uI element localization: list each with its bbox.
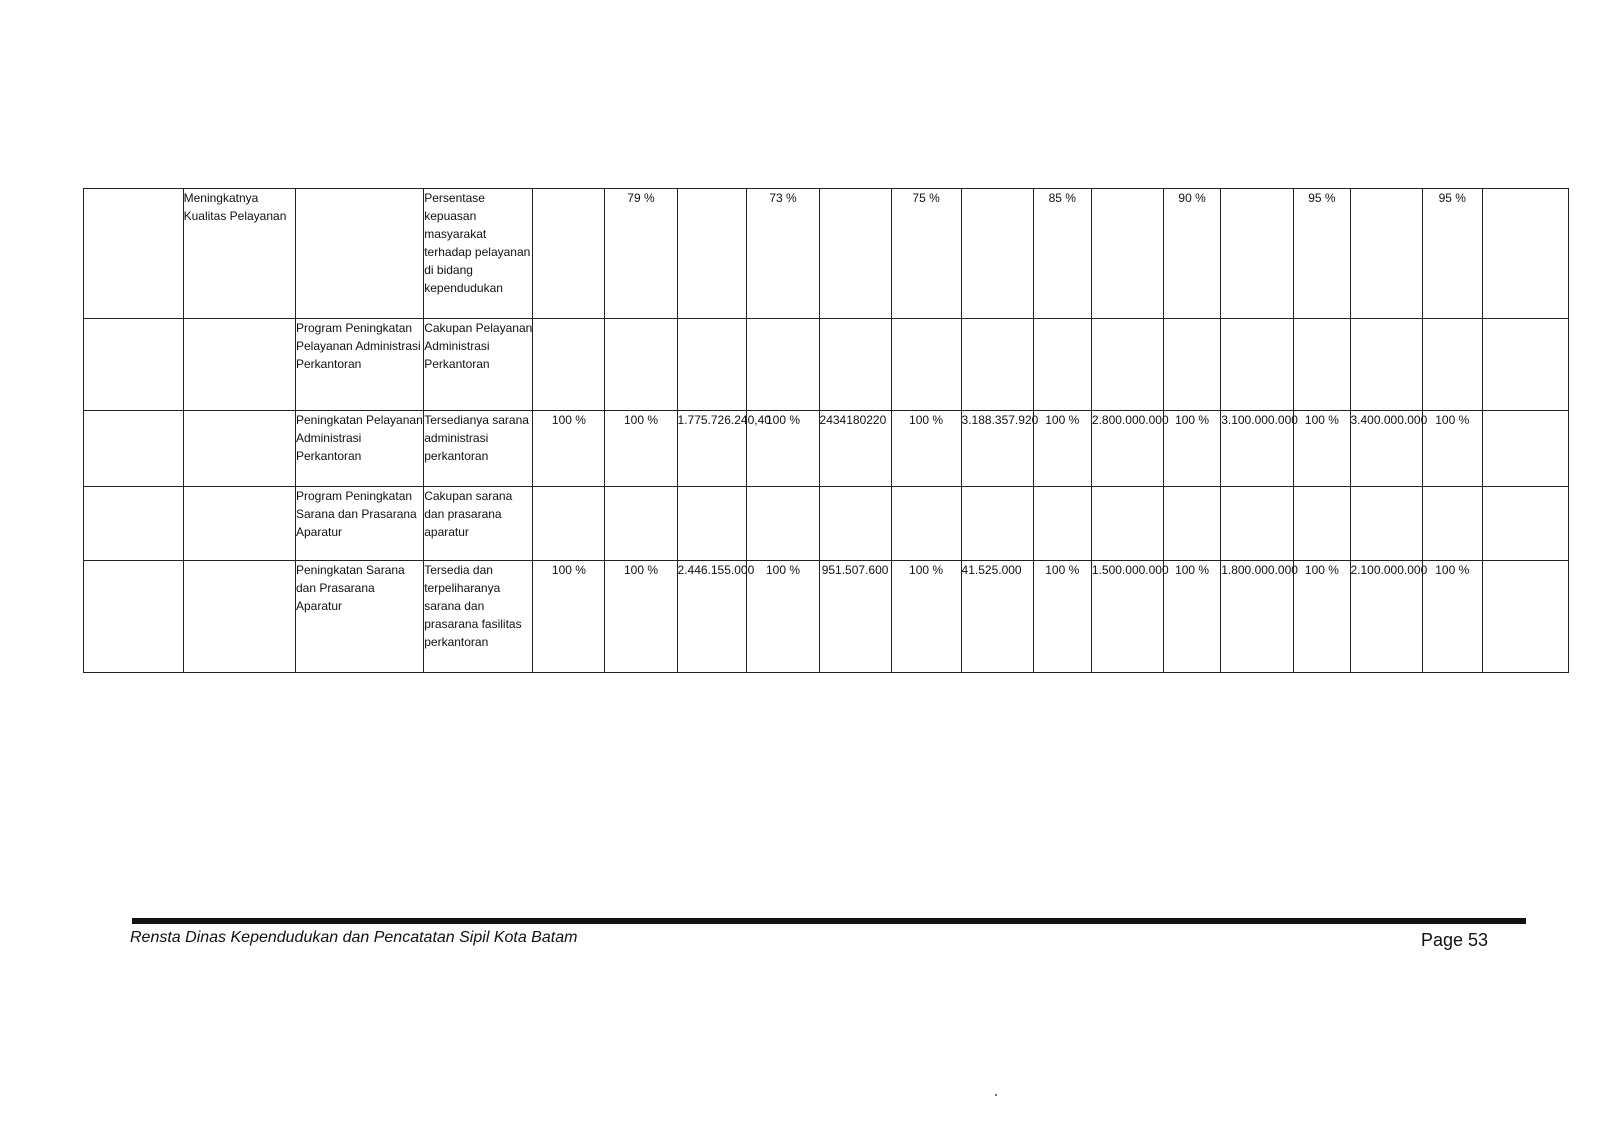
dana-cell (1091, 487, 1163, 561)
sasaran-cell (183, 487, 295, 561)
target-cell (1294, 319, 1350, 411)
target-cell (1422, 487, 1482, 561)
table-row (84, 411, 1569, 487)
indikator-cell: Cakupan sarana dan prasarana aparatur (424, 487, 533, 561)
target-cell (1033, 487, 1091, 561)
target-cell (1163, 319, 1220, 411)
dana-cell: 41.525.000 (961, 561, 1033, 673)
footer-divider (132, 918, 1526, 924)
dana-cell (1482, 189, 1568, 319)
dana-cell: 3.188.357.920 (961, 411, 1033, 487)
target-cell (891, 487, 961, 561)
program-cell: Peningkatan Pelayanan Administrasi Perkantoran (295, 411, 423, 487)
indikator-cell: Persentase kepuasan masyarakat terhadap pelayanan di bidang kependudukan (424, 189, 533, 319)
dana-cell (1482, 411, 1568, 487)
dana-cell (677, 189, 747, 319)
target-cell: 100 % (1033, 561, 1091, 673)
table-row (84, 561, 1569, 673)
dana-cell: 2.800.000.000 (1091, 411, 1163, 487)
sasaran-cell: Meningkatnya Kualitas Pelayanan (183, 189, 295, 319)
target-cell: 100 % (605, 411, 677, 487)
target-cell (747, 487, 819, 561)
target-awal-cell (533, 189, 605, 319)
target-cell: 90 % (1163, 189, 1220, 319)
target-cell: 100 % (1163, 411, 1220, 487)
dana-cell: 1.500.000.000 (1091, 561, 1163, 673)
target-cell: 100 % (1294, 561, 1350, 673)
dana-cell (1482, 319, 1568, 411)
no-cell (84, 411, 184, 487)
target-cell (1422, 319, 1482, 411)
target-cell (1163, 487, 1220, 561)
dana-cell: 3.100.000.000 (1221, 411, 1294, 487)
dana-cell: 1.800.000.000 (1221, 561, 1294, 673)
table-row (84, 189, 1569, 319)
target-cell: 100 % (891, 561, 961, 673)
dana-cell: 2.100.000.000 (1350, 561, 1422, 673)
footer-document-title: Rensta Dinas Kependudukan dan Pencatatan Sipil Kota Batam (130, 929, 578, 946)
dana-cell (961, 487, 1033, 561)
footer-page-number: Page 53 (1421, 930, 1489, 950)
target-cell: 100 % (1422, 411, 1482, 487)
program-cell (295, 189, 423, 319)
target-cell: 100 % (1163, 561, 1220, 673)
dana-cell (1221, 319, 1294, 411)
program-cell: Program Peningkatan Sarana dan Prasarana Aparatur (295, 487, 423, 561)
indikator-cell: Cakupan Pelayanan Administrasi Perkantoran (424, 319, 533, 411)
target-cell (605, 319, 677, 411)
target-cell: 75 % (891, 189, 961, 319)
target-cell: 95 % (1294, 189, 1350, 319)
target-cell (605, 487, 677, 561)
dana-cell (677, 487, 747, 561)
target-cell: 100 % (747, 561, 819, 673)
dana-cell (961, 189, 1033, 319)
target-cell: 100 % (747, 411, 819, 487)
target-awal-cell: 100 % (533, 411, 605, 487)
dana-cell: 2434180220 (819, 411, 891, 487)
no-cell (84, 319, 184, 411)
target-cell: 100 % (891, 411, 961, 487)
dana-cell (961, 319, 1033, 411)
target-awal-cell (533, 319, 605, 411)
target-cell: 100 % (1033, 411, 1091, 487)
no-cell (84, 189, 184, 319)
dana-cell (1350, 189, 1422, 319)
target-cell: 85 % (1033, 189, 1091, 319)
dana-cell (1482, 487, 1568, 561)
table-row (84, 319, 1569, 411)
dana-cell (1221, 189, 1294, 319)
dana-cell (819, 487, 891, 561)
indikator-cell: Tersedia dan terpeliharanya sarana dan prasarana fasilitas perkantoran (424, 561, 533, 673)
dana-cell: 2.446.155.000 (677, 561, 747, 673)
no-cell (84, 561, 184, 673)
dana-cell (819, 189, 891, 319)
target-cell: 73 % (747, 189, 819, 319)
program-cell: Peningkatan Sarana dan Prasarana Aparatur (295, 561, 423, 673)
dana-cell: 3.400.000.000 (1350, 411, 1422, 487)
scan-speck (995, 1094, 997, 1096)
dana-cell (1482, 561, 1568, 673)
target-cell: 100 % (605, 561, 677, 673)
target-cell (1033, 319, 1091, 411)
target-cell: 95 % (1422, 189, 1482, 319)
target-awal-cell: 100 % (533, 561, 605, 673)
dana-cell (819, 319, 891, 411)
target-cell: 79 % (605, 189, 677, 319)
renstra-table (83, 188, 1569, 673)
target-cell (747, 319, 819, 411)
target-awal-cell (533, 487, 605, 561)
dana-cell (1350, 319, 1422, 411)
program-cell: Program Peningkatan Pelayanan Administrasi Perkantoran (295, 319, 423, 411)
target-cell: 100 % (1294, 411, 1350, 487)
sasaran-cell (183, 319, 295, 411)
dana-cell (1091, 189, 1163, 319)
dana-cell: 951.507.600 (819, 561, 891, 673)
sasaran-cell (183, 561, 295, 673)
dana-cell (1091, 319, 1163, 411)
no-cell (84, 487, 184, 561)
sasaran-cell (183, 411, 295, 487)
dana-cell (1221, 487, 1294, 561)
target-cell (1294, 487, 1350, 561)
target-cell (891, 319, 961, 411)
indikator-cell: Tersedianya sarana administrasi perkantoran (424, 411, 533, 487)
dana-cell (1350, 487, 1422, 561)
target-cell: 100 % (1422, 561, 1482, 673)
dana-cell (677, 319, 747, 411)
dana-cell: 1.775.726.240,40 (677, 411, 747, 487)
table-row (84, 487, 1569, 561)
